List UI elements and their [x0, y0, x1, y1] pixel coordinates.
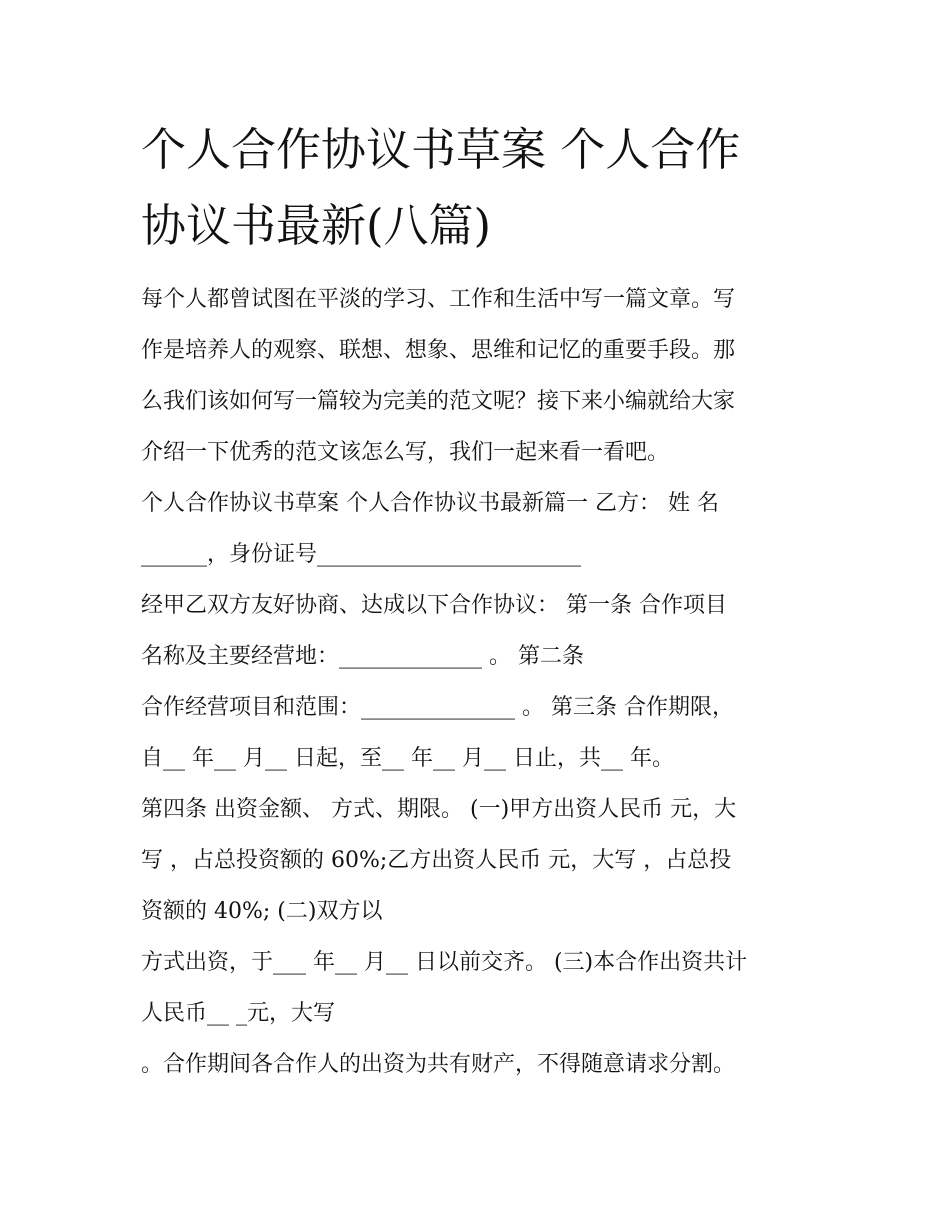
body-line-8: 名称及主要经营地：_____________ 。 第二条	[141, 644, 584, 669]
body-line-6: ______，身份证号________________________	[141, 542, 582, 567]
body-line-1: 每个人都曾试图在平淡的学习、工作和生活中写一篇文章。写	[141, 287, 736, 312]
body-line-14: 方式出资，于___ 年__ 月__ 日以前交齐。 (三)本合作出资共计	[141, 950, 748, 975]
document-title	[141, 112, 821, 264]
body-line-4: 介绍一下优秀的范文该怎么写，我们一起来看一看吧。	[141, 440, 670, 465]
body-line-7: 经甲乙双方友好协商、达成以下合作协议： 第一条 合作项目	[141, 593, 727, 618]
body-line-10: 自__ 年__ 月__ 日起，至__ 年__ 月__ 日止，共__ 年。	[141, 746, 674, 771]
body-line-11: 第四条 出资金额、 方式、期限。 (一)甲方出资人民币 元，大	[141, 797, 737, 822]
body-line-15: 人民币__ _元，大写	[141, 1001, 335, 1026]
title-line-1: 个人合作协议书草案 个人合作	[141, 123, 741, 176]
body-line-3: 么我们该如何写一篇较为完美的范文呢？接下来小编就给大家	[141, 389, 736, 414]
body-line-16: 。合作期间各合作人的出资为共有财产，不得随意请求分割。	[141, 1052, 736, 1077]
body-line-9: 合作经营项目和范围：______________ 。 第三条 合作期限，	[141, 695, 734, 720]
document-page	[141, 112, 821, 1090]
title-line-2: 协议书最新(八篇)	[141, 199, 492, 252]
document-body	[141, 274, 821, 1090]
body-line-5: 个人合作协议书草案 个人合作协议书最新篇一 乙方： 姓 名	[141, 491, 719, 516]
body-line-12: 写 ，占总投资额的 60%;乙方出资人民币 元，大写 ，占总投	[141, 848, 732, 873]
body-line-13: 资额的 40%; (二)双方以	[141, 899, 383, 924]
body-line-2: 作是培养人的观察、联想、想象、思维和记忆的重要手段。那	[141, 338, 736, 363]
